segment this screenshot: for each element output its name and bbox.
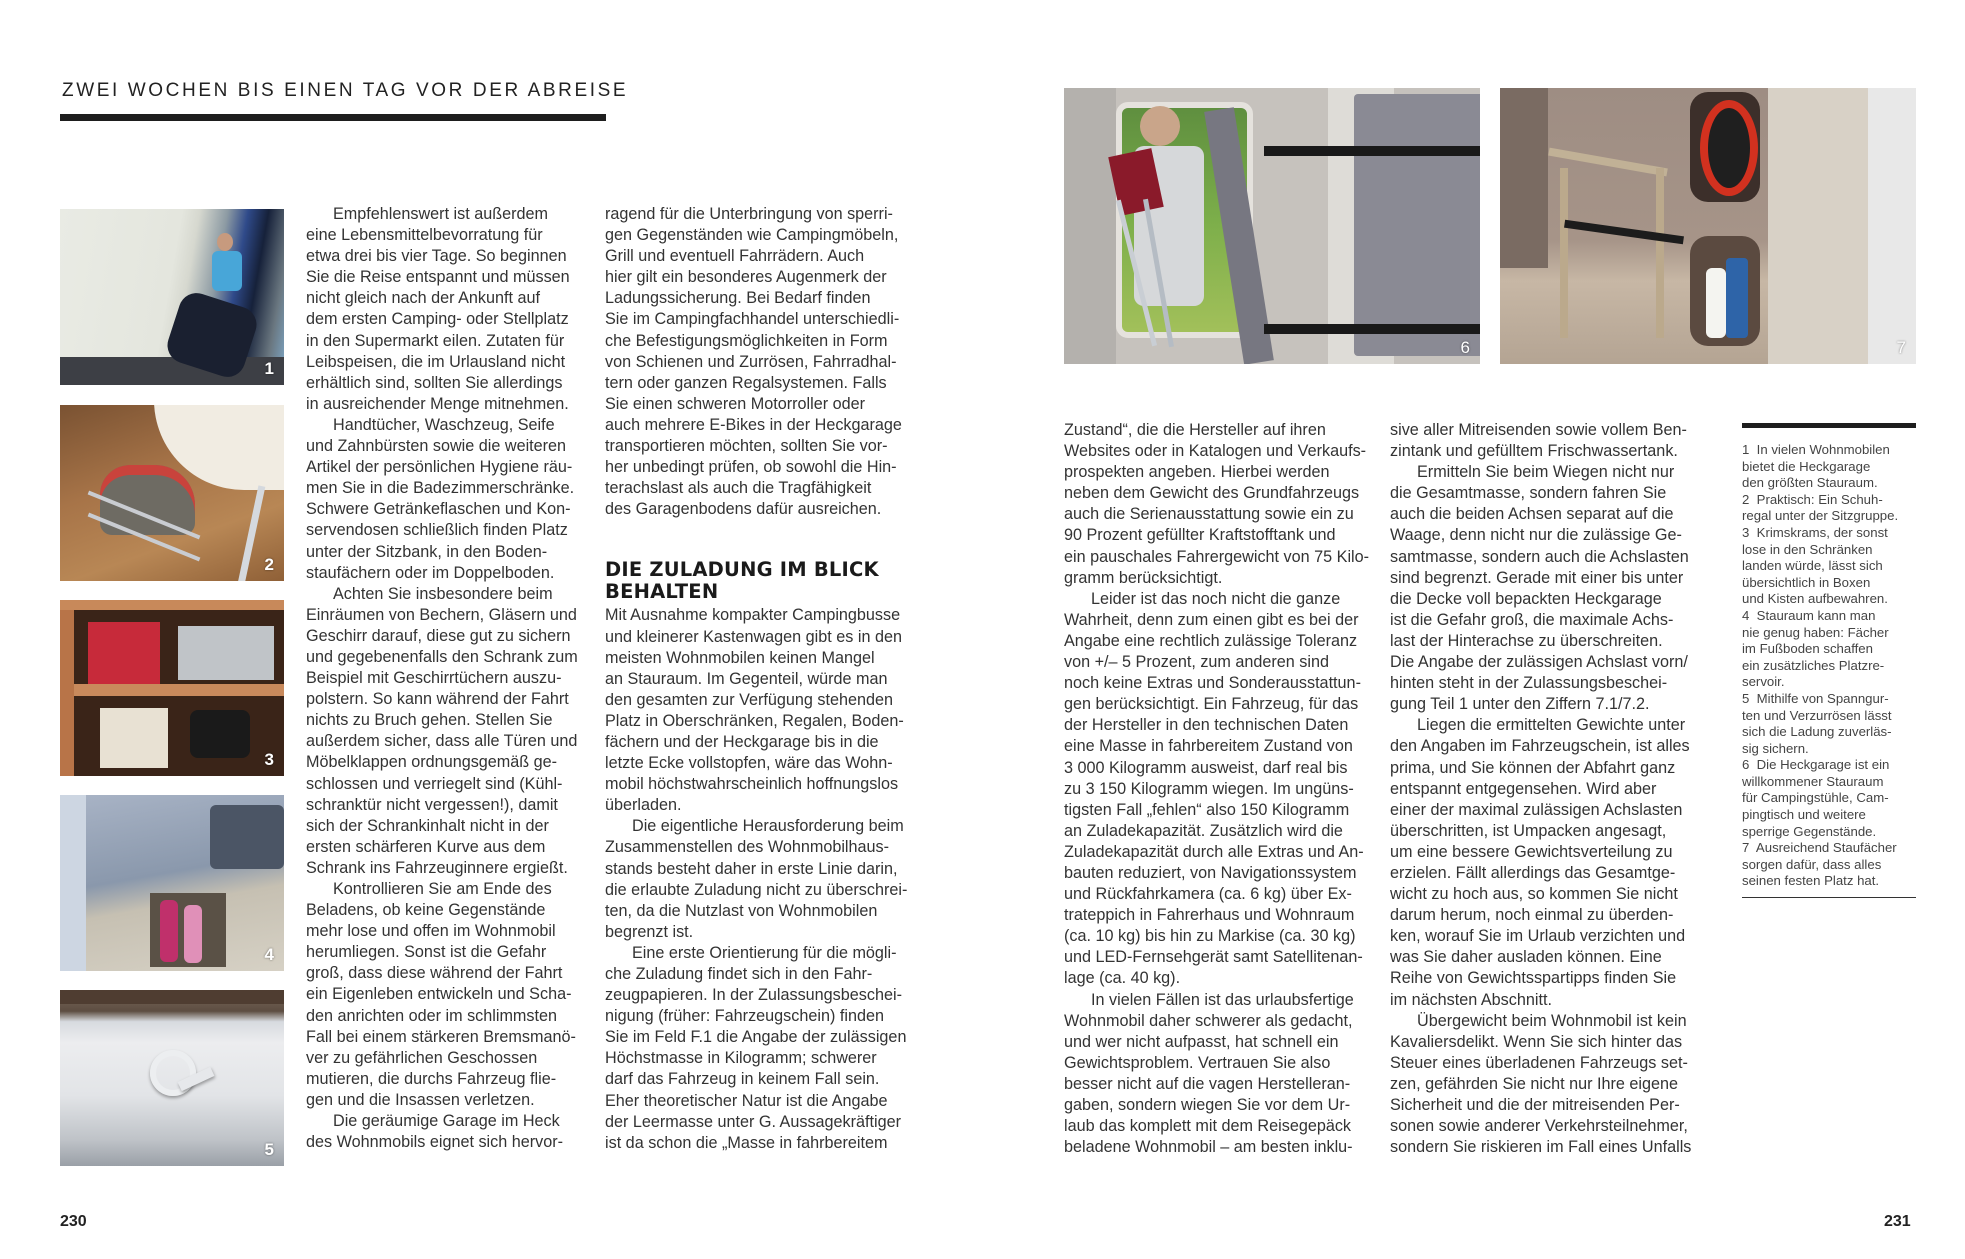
text-line: begrenzt ist. (605, 922, 694, 941)
text-line: Beispiel mit Geschirrtüchern auszu- (306, 669, 562, 688)
text-line: dem ersten Camping- oder Stellplatz (306, 310, 569, 329)
text-line: Zusammenstellen des Wohnmobilhaus- (605, 838, 890, 857)
text-line: und LED-Fernsehgerät samt Satellitenan- (1064, 948, 1363, 967)
paragraph (1064, 420, 1374, 589)
text-line: wicht zu hoch aus, so kommen Sie nicht (1390, 885, 1678, 904)
text-line: Steuer eines überladenen Fahrzeugs set- (1390, 1053, 1688, 1072)
text-column-2 (605, 204, 910, 1154)
text-line: Sie einen schweren Motorroller oder (605, 394, 866, 413)
text-line: Sie im Campingfachhandel unterschiedli- (605, 310, 900, 329)
text-line: Höchstmasse in Kilogramm; schwerer (605, 1049, 877, 1068)
column-2-bottom-text (605, 605, 910, 1153)
text-line: von +/– 5 Prozent, zum anderen sind (1064, 653, 1330, 672)
text-line: ver zu gefährlichen Geschossen (306, 1048, 538, 1067)
caption-line: landen würde, lässt sich (1742, 558, 1883, 574)
caption-line: den größten Stauraum. (1742, 475, 1878, 491)
text-line: der Leermasse unter G. Aussagekräftiger (605, 1112, 902, 1131)
text-line: und Zahnbürsten sowie die weiteren (306, 437, 567, 456)
page-number-right: 231 (1884, 1213, 1911, 1230)
text-line: prima, und Sie können der Abfahrt ganz (1390, 758, 1676, 777)
text-line: eine Lebensmittelbevorratung für (306, 226, 543, 245)
text-line: Mit Ausnahme kompakter Campingbusse (605, 606, 901, 625)
caption-line: sig sichern. (1742, 740, 1809, 756)
text-line: hier gilt ein besonderes Augenmerk der (605, 268, 887, 287)
text-line: Die geräumige Garage im Heck (333, 1112, 560, 1131)
text-line: mutieren, die durchs Fahrzeug flie- (306, 1069, 557, 1088)
text-line: polstern. So kann während der Fahrt (306, 690, 569, 709)
text-line: eine Masse in fahrbereitem Zustand von (1064, 737, 1353, 756)
text-line: und kleinerer Kastenwagen gibt es in den (605, 627, 902, 646)
paragraph (306, 415, 591, 584)
photo-6 (1064, 88, 1480, 364)
text-line: ten, da die Nutzlast von Wohnmobilen (605, 901, 878, 920)
photo-number: 6 (1460, 338, 1470, 357)
text-line: schlossen und verriegelt sind (Kühl- (306, 774, 563, 793)
text-line: her unbedingt prüfen, ob sowohl die Hin- (605, 458, 897, 477)
text-line: die erlaubte Zuladung nicht zu überschrei- (605, 880, 908, 899)
photo-number: 3 (264, 750, 274, 769)
text-line: besser nicht auf die vagen Herstelleran- (1064, 1074, 1351, 1093)
text-line: Die eigentliche Herausforderung beim (632, 817, 904, 836)
paragraph (1064, 990, 1374, 1159)
text-line: darum herum, noch einmal zu überden- (1390, 906, 1674, 925)
text-line: Ladungssicherung. Bei Bedarf finden (605, 289, 871, 308)
text-line: Sicherheit und die der mitreisenden Per- (1390, 1096, 1680, 1114)
paragraph (1390, 1011, 1705, 1159)
text-line: zeugpapieren. In der Zulassungsbeschei- (605, 986, 902, 1005)
text-line: ist da schon die „Masse in fahrbereitem (605, 1133, 888, 1152)
text-line: an Stauraum. Im Gegenteil, würde man (605, 669, 888, 688)
text-line: meisten Wohnmobilen keinen Mangel (605, 648, 875, 667)
caption-line: und Kisten aufbewahren. (1742, 591, 1888, 607)
text-line: mehr lose und offen im Wohnmobil (306, 922, 556, 941)
paragraph (605, 605, 910, 816)
photo-number: 7 (1896, 338, 1906, 357)
text-line: sive aller Mitreisenden sowie vollem Ben- (1390, 421, 1687, 439)
text-line: 3 000 Kilogramm ausweist, darf real bis (1064, 758, 1348, 777)
text-line: Kontrollieren Sie am Ende des (333, 880, 552, 898)
text-line: trateppich in Fahrerhaus und Wohnraum (1064, 906, 1355, 925)
text-line: den gesamten zur Verfügung stehenden (605, 690, 893, 709)
text-line: gramm berücksichtigt. (1064, 568, 1223, 587)
paragraph (605, 943, 910, 1154)
column-2-top-text (605, 204, 910, 520)
text-line: gen berücksichtigt. Ein Fahrzeug, für das (1064, 695, 1359, 714)
text-line: ken, worauf Sie im Urlaub verzichten und (1390, 927, 1686, 946)
photo-number: 2 (264, 555, 274, 574)
text-line: Möbelklappen ordnungsgemäß ge- (306, 753, 558, 772)
text-line: sich der Schrankinhalt nicht in der (306, 816, 549, 835)
text-line: Fall bei einem stärkeren Bremsmanö- (306, 1027, 576, 1046)
text-line: Grill und eventuell Fahrrädern. Auch (605, 247, 865, 266)
text-line: ein Eigenleben entwickeln und Scha- (306, 985, 572, 1004)
text-column-3 (1064, 420, 1374, 1158)
caption-3 (1742, 525, 1916, 608)
text-line: Eine erste Orientierung für die mögli- (632, 943, 897, 962)
text-line: Sie im Feld F.1 die Angabe der zulässigen (605, 1028, 907, 1047)
text-line: groß, dass diese während der Fahrt (306, 964, 563, 983)
text-line: von Schienen und Zurrösen, Fahrradhal- (605, 352, 897, 371)
caption-line: 6 Die Heckgarage ist ein (1742, 757, 1890, 773)
text-line: Ermitteln Sie beim Wiegen nicht nur (1417, 463, 1675, 482)
text-line: zu 3 150 Kilogramm wiegen. Im ungüns- (1064, 779, 1354, 798)
text-line: staufächern oder im Doppelboden. (306, 563, 555, 582)
photo-7 (1500, 88, 1916, 364)
text-line: erzielen. Fällt allerdings das Gesamtge- (1390, 863, 1676, 882)
text-line: Beladens, ob keine Gegenstände (306, 901, 546, 920)
section-subheading: DIE ZULADUNG IM BLICK BEHALTEN (605, 558, 879, 604)
caption-line: bietet die Heckgarage (1742, 458, 1871, 474)
text-line: außerdem sicher, dass alle Türen und (306, 732, 578, 751)
text-line: Leider ist das noch nicht die ganze (1091, 589, 1341, 608)
text-line: darf das Fahrzeug in keinem Fall sein. (605, 1070, 880, 1089)
text-line: Zuladekapazität durch alle Extras und An- (1064, 842, 1364, 861)
text-line: zintank und gefülltem Frischwassertank. (1390, 442, 1678, 461)
text-line: samtmasse, sondern auch die Achslasten (1390, 547, 1689, 566)
text-line: und Rückfahrkamera (ca. 6 kg) über Ex- (1064, 885, 1352, 904)
text-line: Sie die Reise entspannt und müssen (306, 268, 570, 287)
text-line: bauten reduziert, von Navigationssystem (1064, 863, 1357, 882)
text-line: che Zuladung findet sich in den Fahr- (605, 965, 873, 983)
text-line: Zustand“, die die Hersteller auf ihren (1064, 421, 1326, 439)
paragraph (605, 204, 910, 520)
text-line: Geschirr darauf, diese gut zu sichern (306, 626, 571, 645)
photo-1 (60, 209, 284, 385)
text-line: um eine bessere Gewichtsverteilung zu (1390, 842, 1673, 861)
paragraph (1064, 589, 1374, 990)
text-line: sonen sowie anderer Verkehrsteilnehmer, (1390, 1117, 1688, 1136)
text-line: transportieren möchten, sollten Sie vor- (605, 437, 888, 456)
text-line: beladene Wohnmobil – am besten inklu- (1064, 1138, 1353, 1157)
paragraph (1390, 420, 1705, 462)
caption-line: ten und Verzurrösen lässt (1742, 707, 1892, 723)
text-line: unter der Sitzbank, in den Boden- (306, 542, 548, 561)
text-line: gen Gegenständen wie Campingmöbeln, (605, 226, 899, 245)
text-column-1 (306, 204, 591, 1153)
text-line: Schrank ins Fahrzeuginnere ergießt. (306, 858, 568, 877)
text-line: auch die Serienausstattung sowie ein zu (1064, 505, 1354, 524)
text-line: tigsten Fall „fehlen“ also 150 Kilogramm (1064, 800, 1350, 819)
caption-line: seinen festen Platz hat. (1742, 873, 1880, 889)
text-line: nichts zu Bruch gehen. Stellen Sie (306, 711, 553, 730)
text-line: was Sie daher ausladen können. Eine (1390, 948, 1662, 967)
text-line: Einräumen von Bechern, Gläsern und (306, 605, 577, 624)
text-line: Artikel der persönlichen Hygiene räu- (306, 458, 573, 477)
header-rule (60, 114, 606, 121)
caption-line: 1 In vielen Wohnmobilen (1742, 442, 1890, 457)
text-line: fächern und der Heckgarage bis in die (605, 732, 879, 751)
text-line: che Befestigungsmöglichkeiten in Form (605, 331, 888, 350)
text-line: einer der maximal zulässigen Achslasten (1390, 800, 1683, 819)
caption-line: regal unter der Sitzgruppe. (1742, 508, 1899, 524)
photo-number: 5 (264, 1140, 274, 1159)
text-line: Waage, denn nicht nur die zulässige Ge- (1390, 526, 1682, 545)
caption-6 (1742, 757, 1916, 840)
caption-line: lose in den Schränken (1742, 541, 1873, 557)
text-line: die Gesamtmasse, sondern fahren Sie (1390, 484, 1667, 503)
paragraph (1390, 462, 1705, 715)
text-line: im nächsten Abschnitt. (1390, 990, 1552, 1009)
text-line: Die Angabe der zulässigen Achslast vorn/ (1390, 653, 1688, 672)
text-line: terachslast als auch die Tragfähigkeit (605, 479, 872, 498)
text-line: Websites oder in Katalogen und Verkaufs- (1064, 442, 1367, 461)
text-line: und gegebenenfalls den Schrank zum (306, 647, 578, 666)
caption-line: nie genug haben: Fächer (1742, 624, 1889, 640)
photo-5 (60, 990, 284, 1166)
text-line: den anrichten oder im schlimmsten (306, 1006, 558, 1025)
caption-7 (1742, 840, 1916, 890)
text-line: Gewichtsproblem. Vertrauen Sie also (1064, 1053, 1331, 1072)
text-line: noch keine Extras und Sonderausstattun- (1064, 674, 1361, 693)
photo-number: 4 (264, 945, 274, 964)
captions-top-rule (1742, 423, 1916, 428)
text-line: Übergewicht beim Wohnmobil ist kein (1417, 1011, 1687, 1030)
caption-line: 3 Krimskrams, der sonst (1742, 524, 1888, 540)
caption-line: pingtisch und weitere (1742, 807, 1866, 823)
text-line: Handtücher, Waschzeug, Seife (333, 415, 555, 434)
text-line: hinten steht in der Zulassungsbeschei- (1390, 674, 1668, 693)
text-line: neben dem Gewicht des Grundfahrzeugs (1064, 484, 1360, 503)
text-line: letzte Ecke vollstopfen, wäre das Wohn- (605, 754, 893, 773)
text-line: gung Teil 1 unter den Ziffern 7.1/7.2. (1390, 695, 1650, 714)
paragraph (306, 584, 591, 879)
text-line: überladen. (605, 796, 682, 815)
caption-line: für Campingstühle, Cam- (1742, 790, 1889, 806)
text-line: Reihe von Gewichtsspartipps finden Sie (1390, 969, 1677, 988)
text-line: der Hersteller in den technischen Daten (1064, 716, 1349, 735)
text-line: Wahrheit, denn zum einen gibt es bei der (1064, 610, 1359, 629)
text-line: den Angaben im Fahrzeugschein, ist alles (1390, 737, 1690, 756)
photo-3 (60, 600, 284, 776)
photo-4 (60, 795, 284, 971)
caption-line: im Fußboden schaffen (1742, 641, 1873, 657)
text-line: Wohnmobil daher schwerer als gedacht, (1064, 1011, 1353, 1030)
text-line: des Garagenbodens dafür ausreichen. (605, 500, 882, 519)
text-line: ragend für die Unterbringung von sperri- (605, 205, 893, 223)
caption-line: übersichtlich in Boxen (1742, 574, 1871, 590)
text-line: Angabe eine rechtlich zulässige Toleranz (1064, 631, 1358, 650)
text-line: schranktür nicht vergessen!), damit (306, 795, 558, 814)
text-line: gen und die Insassen verletzen. (306, 1090, 535, 1109)
text-line: etwa drei bis vier Tage. So beginnen (306, 247, 567, 266)
text-line: des Wohnmobils eignet sich hervor- (306, 1133, 564, 1152)
photo-captions (1742, 442, 1916, 890)
text-line: auch mehrere E-Bikes in der Heckgarage (605, 415, 902, 434)
text-line: in den Supermarkt eilen. Zutaten für (306, 331, 565, 350)
text-line: Eher theoretischer Natur ist die Angabe (605, 1091, 888, 1110)
text-line: servendosen schließlich finden Platz (306, 521, 568, 540)
text-line: und wer nicht aufpasst, hat schnell ein (1064, 1032, 1339, 1051)
text-line: ersten schärferen Kurve aus dem (306, 837, 546, 856)
text-line: die Decke voll bepackten Heckgarage (1390, 589, 1662, 608)
caption-5 (1742, 691, 1916, 757)
photo-number: 1 (264, 359, 274, 378)
text-line: an Zuladekapazität. Zusätzlich wird die (1064, 821, 1343, 840)
captions-bottom-rule (1742, 897, 1916, 898)
caption-line: 7 Ausreichend Staufächer (1742, 840, 1897, 856)
text-line: nigung (früher: Fahrzeugschein) finden (605, 1007, 884, 1026)
text-line: nicht gleich nach der Ankunft auf (306, 289, 540, 308)
text-line: ist die Gefahr groß, die maximale Achs- (1390, 610, 1674, 629)
caption-2 (1742, 492, 1916, 525)
text-line: überschritten, ist Umpacken angesagt, (1390, 821, 1667, 840)
running-head: ZWEI WOCHEN BIS EINEN TAG VOR DER ABREISE (62, 80, 629, 101)
text-line: men Sie in die Badezimmerschränke. (306, 479, 575, 498)
caption-line: sorgen dafür, dass alles (1742, 856, 1882, 872)
caption-line: sich die Ladung zuverläs- (1742, 724, 1892, 740)
text-line: mobil höchstwahrscheinlich hoffnungslos (605, 775, 899, 794)
caption-line: servoir. (1742, 674, 1785, 690)
paragraph (306, 1111, 591, 1153)
text-line: lage (ca. 40 kg). (1064, 969, 1181, 988)
text-line: Liegen die ermittelten Gewichte unter (1417, 716, 1686, 735)
text-line: sondern Sie riskieren im Fall eines Unfalls (1390, 1138, 1692, 1157)
text-line: Empfehlenswert ist außerdem (333, 205, 549, 223)
text-line: gaben, sondern wiegen Sie vor dem Ur- (1064, 1096, 1351, 1114)
paragraph (1390, 715, 1705, 1010)
text-line: In vielen Fällen ist das urlaubsfertige (1091, 990, 1354, 1009)
text-line: (ca. 10 kg) bis hin zu Markise (ca. 30 kg) (1064, 927, 1356, 946)
text-line: Kavaliersdelikt. Wenn Sie sich hinter das (1390, 1032, 1683, 1051)
paragraph (306, 879, 591, 1111)
brand-logo (74, 217, 144, 233)
caption-line: sperrige Gegenstände. (1742, 823, 1877, 839)
text-line: Leibspeisen, die im Urlausland nicht (306, 352, 566, 371)
text-line: laub das komplett mit dem Reisegepäck (1064, 1117, 1352, 1136)
caption-line: 2 Praktisch: Ein Schuh- (1742, 491, 1883, 507)
text-line: auch die beiden Achsen separat auf die (1390, 505, 1674, 524)
text-line: in ausreichender Menge mitnehmen. (306, 394, 569, 413)
photo-2 (60, 405, 284, 581)
text-line: stands besteht daher in erste Linie darin, (605, 859, 898, 878)
caption-line: willkommener Stauraum (1742, 773, 1884, 789)
paragraph (605, 816, 910, 943)
text-line: 90 Prozent gefüllter Kraftstofftank und (1064, 526, 1336, 545)
caption-4 (1742, 608, 1916, 691)
page-number-left: 230 (60, 1213, 87, 1230)
text-line: erhältlich sind, sollten Sie allerdings (306, 373, 563, 392)
text-line: Platz in Oberschränken, Regalen, Boden- (605, 711, 904, 730)
caption-1 (1742, 442, 1916, 492)
text-line: Schwere Getränkeflaschen und Kon- (306, 500, 571, 519)
text-line: tern oder ganzen Regalsystemen. Falls (605, 373, 887, 392)
text-line: sind begrenzt. Gerade mit einer bis unter (1390, 568, 1684, 587)
text-line: last der Hinterachse zu überschreiten. (1390, 631, 1663, 650)
text-line: prospekten angeben. Hierbei werden (1064, 463, 1330, 482)
caption-line: 5 Mithilfe von Spanngur- (1742, 690, 1889, 706)
text-column-4 (1390, 420, 1705, 1158)
text-line: herumliegen. Sonst ist die Gefahr (306, 943, 547, 962)
text-line: zen, gefährden Sie nicht nur Ihre eigene (1390, 1074, 1678, 1093)
text-line: Achten Sie insbesondere beim (333, 584, 553, 603)
caption-line: 4 Stauraum kann man (1742, 607, 1876, 623)
text-line: ein pauschales Fahrergewicht von 75 Kilo- (1064, 547, 1370, 566)
paragraph (306, 204, 591, 415)
text-line: entspannt entgegensehen. Wird aber (1390, 779, 1657, 798)
caption-line: ein zusätzliches Platzre- (1742, 657, 1885, 673)
